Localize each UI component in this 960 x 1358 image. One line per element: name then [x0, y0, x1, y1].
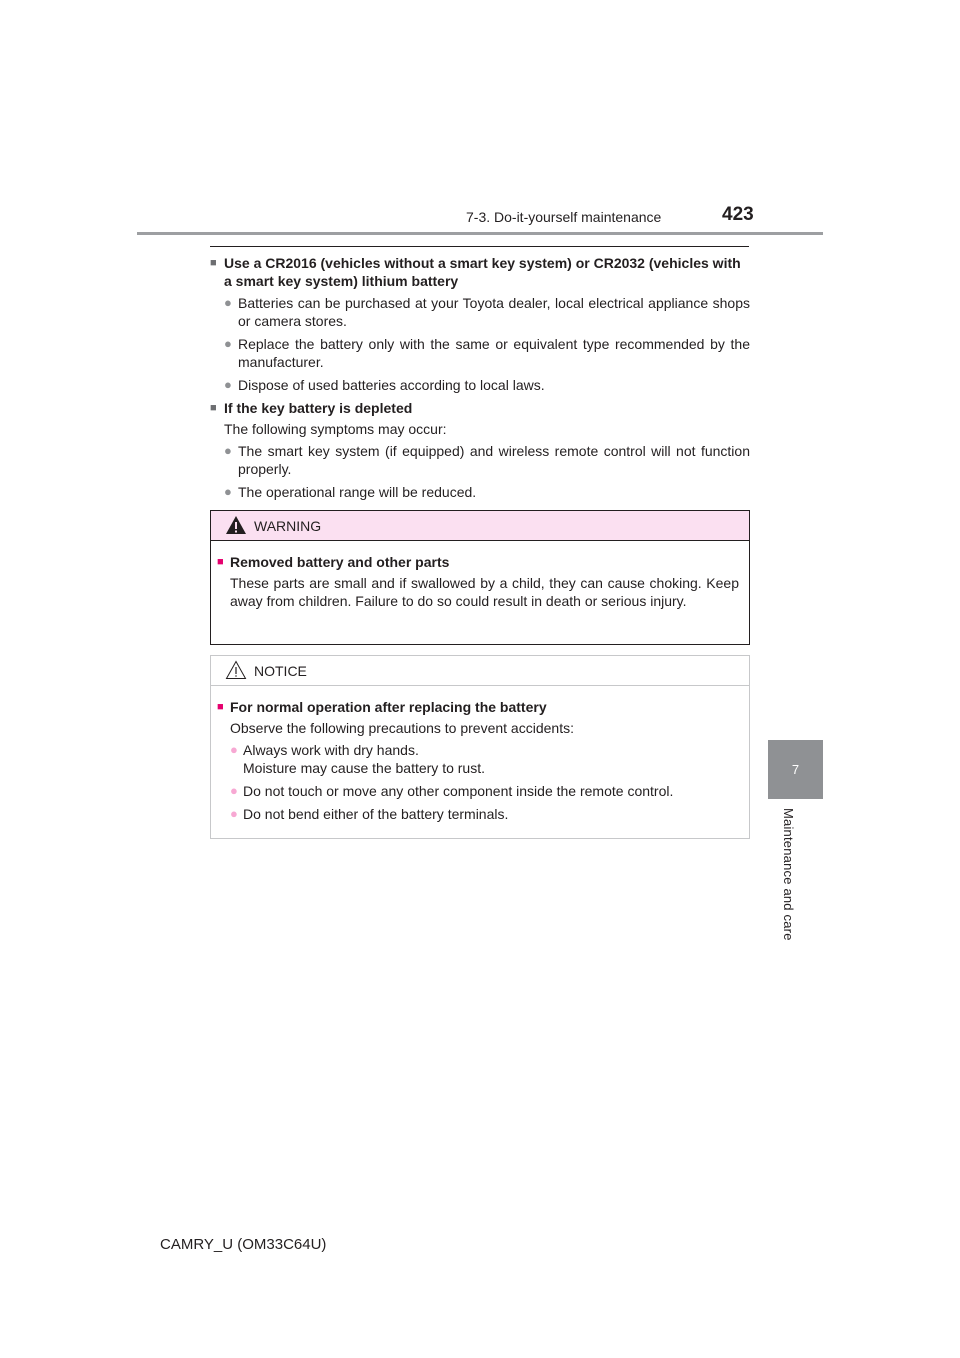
top-thin-rule [210, 246, 749, 247]
list-item [217, 805, 739, 823]
list-item-text: Dispose of used batteries according to local laws. [238, 377, 545, 393]
header-section-title: 7-3. Do-it-yourself maintenance [466, 209, 662, 225]
heading-text: Removed battery and other parts [230, 554, 450, 570]
notice-triangle-icon [225, 660, 247, 685]
bullet-icon: ● [224, 295, 232, 310]
section-heading [210, 399, 750, 417]
heading-text: For normal operation after replacing the battery [230, 699, 547, 715]
list-item-text: Replace the battery only with the same or equivalent type recommended by the manufacturer. [238, 336, 750, 370]
warning-heading [217, 553, 739, 571]
list-item-text: Always work with dry hands. [243, 742, 419, 758]
warning-header [211, 511, 749, 541]
list-item-subtext: Moisture may cause the battery to rust. [243, 760, 485, 776]
bullet-icon: ● [224, 484, 232, 499]
notice-body [211, 686, 749, 823]
warning-body [211, 541, 749, 610]
section-heading [210, 254, 750, 290]
square-marker-icon: ■ [217, 701, 224, 713]
heading-text: If the key battery is depleted [224, 400, 413, 416]
section-battery-type [210, 254, 750, 394]
list-item-text: The smart key system (if equipped) and wireless remote control will not function properly. [238, 443, 750, 477]
notice-box [210, 655, 750, 839]
main-content [210, 254, 750, 506]
bullet-icon: ● [230, 806, 238, 821]
list-item-text: Do not touch or move any other component inside the remote control. [243, 783, 674, 799]
square-marker-icon: ■ [210, 257, 217, 269]
square-marker-icon: ■ [210, 402, 217, 414]
footer-model-code: CAMRY_U (OM33C64U) [160, 1236, 327, 1253]
notice-header [211, 656, 749, 686]
bullet-icon: ● [230, 783, 238, 798]
warning-title: WARNING [254, 518, 322, 534]
list-item [210, 335, 750, 371]
list-item-text: The operational range will be reduced. [238, 484, 477, 500]
section-intro: The following symptoms may occur: [224, 421, 447, 437]
list-item-text: Do not bend either of the battery terminals. [243, 806, 509, 822]
list-item [210, 442, 750, 478]
chapter-tab-label: Maintenance and care [781, 808, 796, 941]
notice-title: NOTICE [254, 663, 307, 679]
heading-text: Use a CR2016 (vehicles without a smart key system) or CR2032 (vehicles with a smart key system) lithium battery [224, 255, 741, 289]
list-item-text: Batteries can be purchased at your Toyota dealer, local electrical appliance shops or camera stores. [238, 295, 750, 329]
list-item [217, 741, 739, 777]
chapter-tab-number: 7 [791, 762, 800, 777]
section-battery-depleted [210, 399, 750, 501]
warning-triangle-icon [225, 515, 247, 540]
list-item [210, 294, 750, 330]
header-rule [137, 232, 823, 235]
bullet-icon: ● [224, 443, 232, 458]
page-number: 423 [722, 204, 754, 225]
chapter-tab[interactable] [768, 740, 823, 799]
bullet-icon: ● [230, 742, 238, 757]
square-marker-icon: ■ [217, 556, 224, 568]
warning-box [210, 510, 750, 645]
bullet-icon: ● [224, 377, 232, 392]
list-item [210, 376, 750, 394]
notice-heading [217, 698, 739, 716]
list-item [217, 782, 739, 800]
bullet-icon: ● [224, 336, 232, 351]
warning-text: These parts are small and if swallowed by a child, they can cause choking. Keep away from children. Failure to do so could result in death or serious injury. [230, 575, 739, 609]
list-item [210, 483, 750, 501]
notice-intro: Observe the following precautions to prevent accidents: [230, 720, 574, 736]
